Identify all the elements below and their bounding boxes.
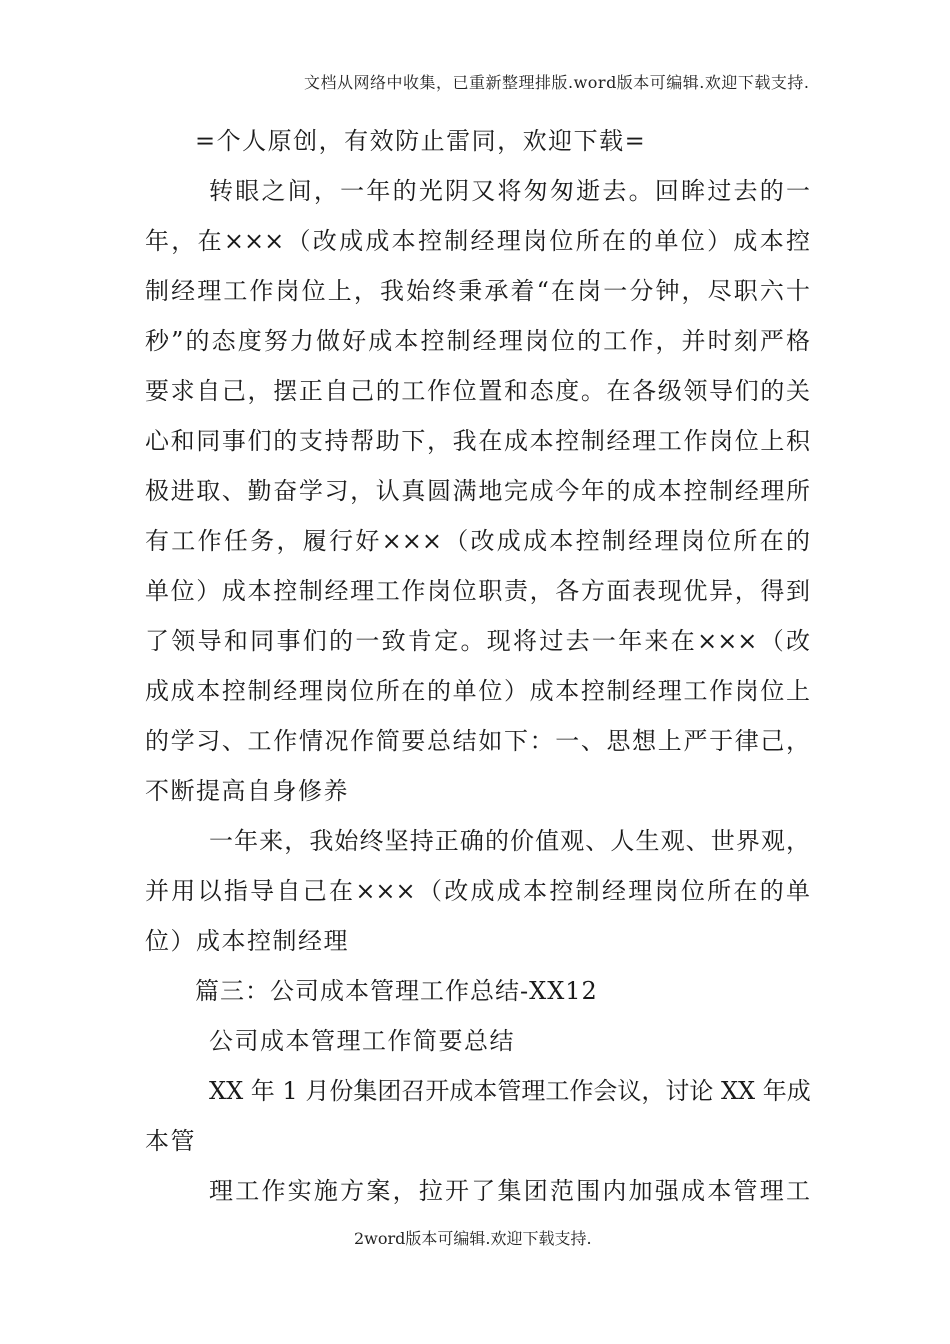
body-line-20: XX 年 1 月份集团召开成本管理工作会议，讨论 XX 年成: [209, 1077, 811, 1105]
body-line-6: 要求自己，摆正自己的工作位置和态度。在各级领导们的关: [145, 377, 810, 405]
body-line-7: 心和同事们的支持帮助下，我在成本控制经理工作岗位上积: [145, 427, 810, 455]
body-line-12: 成成本控制经理岗位所在的单位）成本控制经理工作岗位上: [145, 677, 810, 705]
body-line-13: 的学习、工作情况作简要总结如下：一、思想上严于律己，: [145, 727, 810, 755]
body-line-16: 并用以指导自己在×××（改成成本控制经理岗位所在的单: [145, 877, 810, 905]
body-line-21: 本管: [145, 1127, 196, 1155]
body-line-1: =个人原创，有效防止雷同，欢迎下载=: [195, 127, 647, 155]
body-line-3: 年，在×××（改成成本控制经理岗位所在的单位）成本控: [145, 227, 810, 255]
section-heading: 篇三：公司成本管理工作总结-XX12: [195, 977, 598, 1005]
body-line-2: 转眼之间，一年的光阴又将匆匆逝去。回眸过去的一: [209, 177, 810, 205]
body-line-8: 极进取、勤奋学习，认真圆满地完成今年的成本控制经理所: [145, 477, 810, 505]
body-line-9: 有工作任务，履行好×××（改成成本控制经理岗位所在的: [145, 527, 810, 555]
page-footer: 2word版本可编辑.欢迎下载支持.: [354, 1229, 592, 1248]
body-line-11: 了领导和同事们的一致肯定。现将过去一年来在×××（改: [145, 627, 810, 655]
body-line-4: 制经理工作岗位上，我始终秉承着“在岗一分钟，尽职六十: [145, 277, 810, 305]
body-line-22: 理工作实施方案，拉开了集团范围内加强成本管理工: [209, 1177, 810, 1205]
body-line-10: 单位）成本控制经理工作岗位职责，各方面表现优异，得到: [145, 577, 810, 605]
body-line-5: 秒”的态度努力做好成本控制经理岗位的工作，并时刻严格: [145, 327, 810, 355]
body-line-17: 位）成本控制经理: [145, 927, 349, 955]
body-line-14: 不断提高自身修养: [145, 777, 349, 805]
section-title: 公司成本管理工作简要总结: [209, 1027, 515, 1055]
body-line-15: 一年来，我始终坚持正确的价值观、人生观、世界观，: [209, 827, 810, 855]
page-header: 文档从网络中收集，已重新整理排版.word版本可编辑.欢迎下载支持.: [304, 73, 810, 92]
